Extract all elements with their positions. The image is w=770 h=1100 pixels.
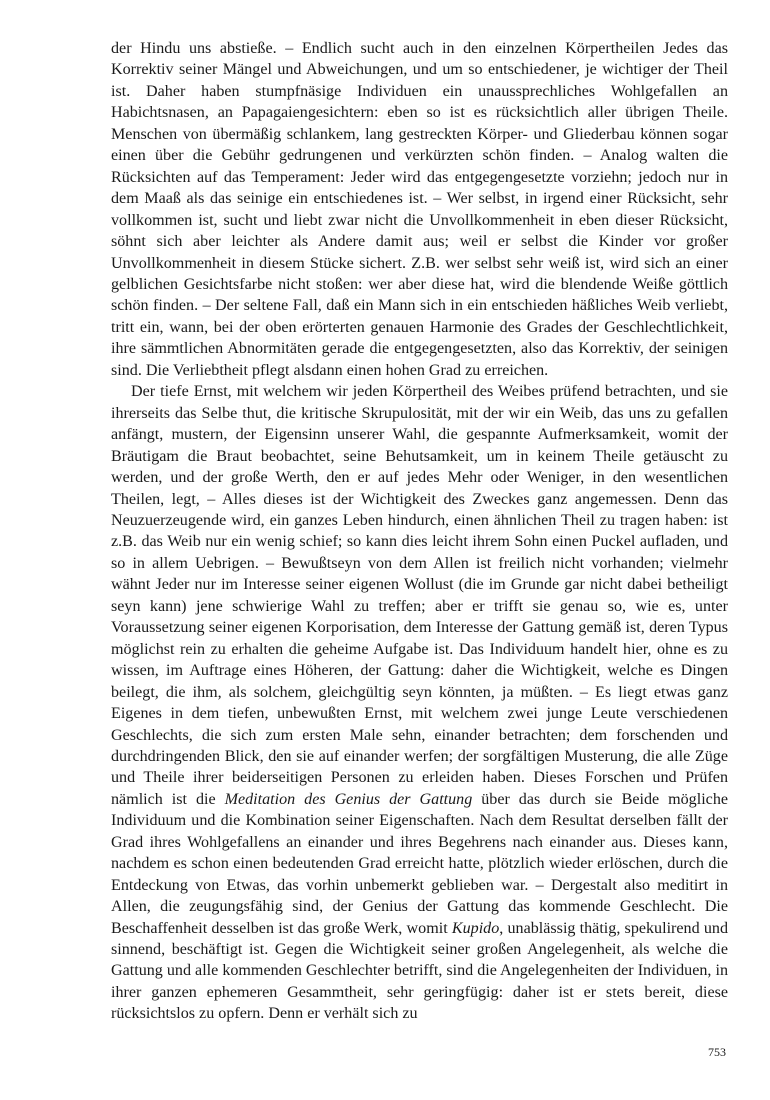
- italic-word: Kupido: [451, 919, 500, 937]
- paragraph-text: , unablässig thätig, spekulirend und sinnend, beschäftigt ist. Gegen die Wichtigkeit seiner großen Angelegenheit, als welche die Gattung und alle kommenden Geschlechter betrifft, sind die Angelegenheiten der Individuen, in ihrer ganzen ephemeren Gesammtheit, sehr geringfügig: daher ist er stets bereit, diese rücksichtslos zu opfern. Denn er verhält sich zu: [111, 919, 728, 1023]
- italic-phrase: Meditation des Genius der Gattung: [224, 790, 473, 808]
- page-number: 753: [708, 1045, 726, 1059]
- paragraph: [111, 381, 728, 1025]
- paragraph-text: Der tiefe Ernst, mit welchem wir jeden Körpertheil des Weibes prüfend betrachten, und sie ihrerseits das Selbe thut, die kritische Skrupulosität, mit der wir ein Weib, das uns zu gefallen anfängt, mustern, der Eigensinn unserer Wahl, die gespannte Aufmerksamkeit, womit der Bräutigam die Braut beobachtet, seine Behutsamkeit, um in keinem Theile getäuscht zu werden, und der große Werth, den er auf jedes Mehr oder Weniger, in den wesentlichen Theilen, legt, – Alles dieses ist der Wichtigkeit des Zweckes ganz angemessen. Denn das Neuzuerzeugende wird, ein ganzes Leben hindurch, einen ähnlichen Theil zu tragen haben: ist z.B. das Weib nur ein wenig schief; so kann dies leicht ihrem Sohn einen Puckel aufladen, und so in allem Uebrigen. – Bewußtseyn von dem Allen ist freilich nicht vorhanden; vielmehr wähnt Jeder nur im Interesse seiner eigenen Wollust (die im Grunde gar nicht dabei betheiligt seyn kann) jene schwierige Wahl zu treffen; aber er trifft sie genau so, wie es, unter Voraussetzung seiner eigenen Korporisation, dem Interesse der Gattung gemäß ist, deren Typus möglichst rein zu erhalten die geheime Aufgabe ist. Das Individuum handelt hier, ohne es zu wissen, im Auftrage eines Höheren, der Gattung: daher die Wichtigkeit, welche es Dingen beilegt, die ihm, als solchem, gleichgültig seyn könnten, ja müßten. – Es liegt etwas ganz Eigenes in dem tiefen, unbewußten Ernst, mit welchem zwei junge Leute verschiedenen Geschlechts, die sich zum ersten Male sehn, einander betrachten; dem forschenden und durchdringenden Blick, den sie auf einander werfen; der sorgfältigen Musterung, die alle Züge und Theile ihrer beiderseitigen Personen zu erleiden haben. Dieses Forschen und Prüfen nämlich ist die: [111, 383, 728, 808]
- paragraph-text: über das durch sie Beide mögliche Individuum und die Kombination seiner Eigenschaften. Nach dem Resultat derselben fällt der Grad ihres Wohlgefallens an einander und ihres Begehrens nach einander aus. Dieses kann, nachdem es schon einen bedeutenden Grad erreicht hatte, plötzlich wieder erlöschen, durch die Entdeckung von Etwas, das vorhin unbemerkt geblieben war. – Dergestalt also meditirt in Allen, die zeugungsfähig sind, der Genius der Gattung das kommende Geschlecht. Die Beschaffenheit desselben ist das große Werk, womit: [111, 790, 729, 937]
- page-body: [111, 38, 728, 1025]
- paragraph-text: der Hindu uns abstieße. – Endlich sucht auch in den einzelnen Körpertheilen Jedes das Korrektiv seiner Mängel und Abweichungen, und um so entschiedener, je wichtiger der Theil ist. Daher haben stumpfnäsige Individuen ein unaussprechliches Wohlgefallen an Habichtsnasen, an Papagaiengesichtern: eben so ist es rücksichtlich aller übrigen Theile. Menschen von übermäßig schlankem, lang gestreckten Körper- und Gliederbau können sogar einen über die Gebühr gedrungenen und verkürzten schön finden. – Analog walten die Rücksichten auf das Temperament: Jeder wird das entgegengesetzte vorziehn; jedoch nur in dem Maaß als das seinige ein entschiedenes ist. – Wer selbst, in irgend einer Rücksicht, sehr vollkommen ist, sucht und liebt zwar nicht die Unvollkommenheit in eben dieser Rücksicht, söhnt sich aber leichter als Andere damit aus; weil er selbst die Kinder vor großer Unvollkommenheit in diesem Stücke sichert. Z.B. wer selbst sehr weiß ist, wird sich an einer gelblichen Gesichtsfarbe nicht stoßen: wer aber diese hat, wird die blendende Weiße göttlich schön finden. – Der seltene Fall, daß ein Mann sich in ein entschieden häßliches Weib verliebt, tritt ein, wann, bei der oben erörterten genauen Harmonie des Grades der Geschlechtlichkeit, ihre sämmtlichen Abnormitäten gerade die entgegengesetzten, also das Korrektiv, der seinigen sind. Die Verliebtheit pflegt alsdann einen hohen Grad zu erreichen.: [111, 40, 728, 379]
- paragraph: [111, 38, 728, 381]
